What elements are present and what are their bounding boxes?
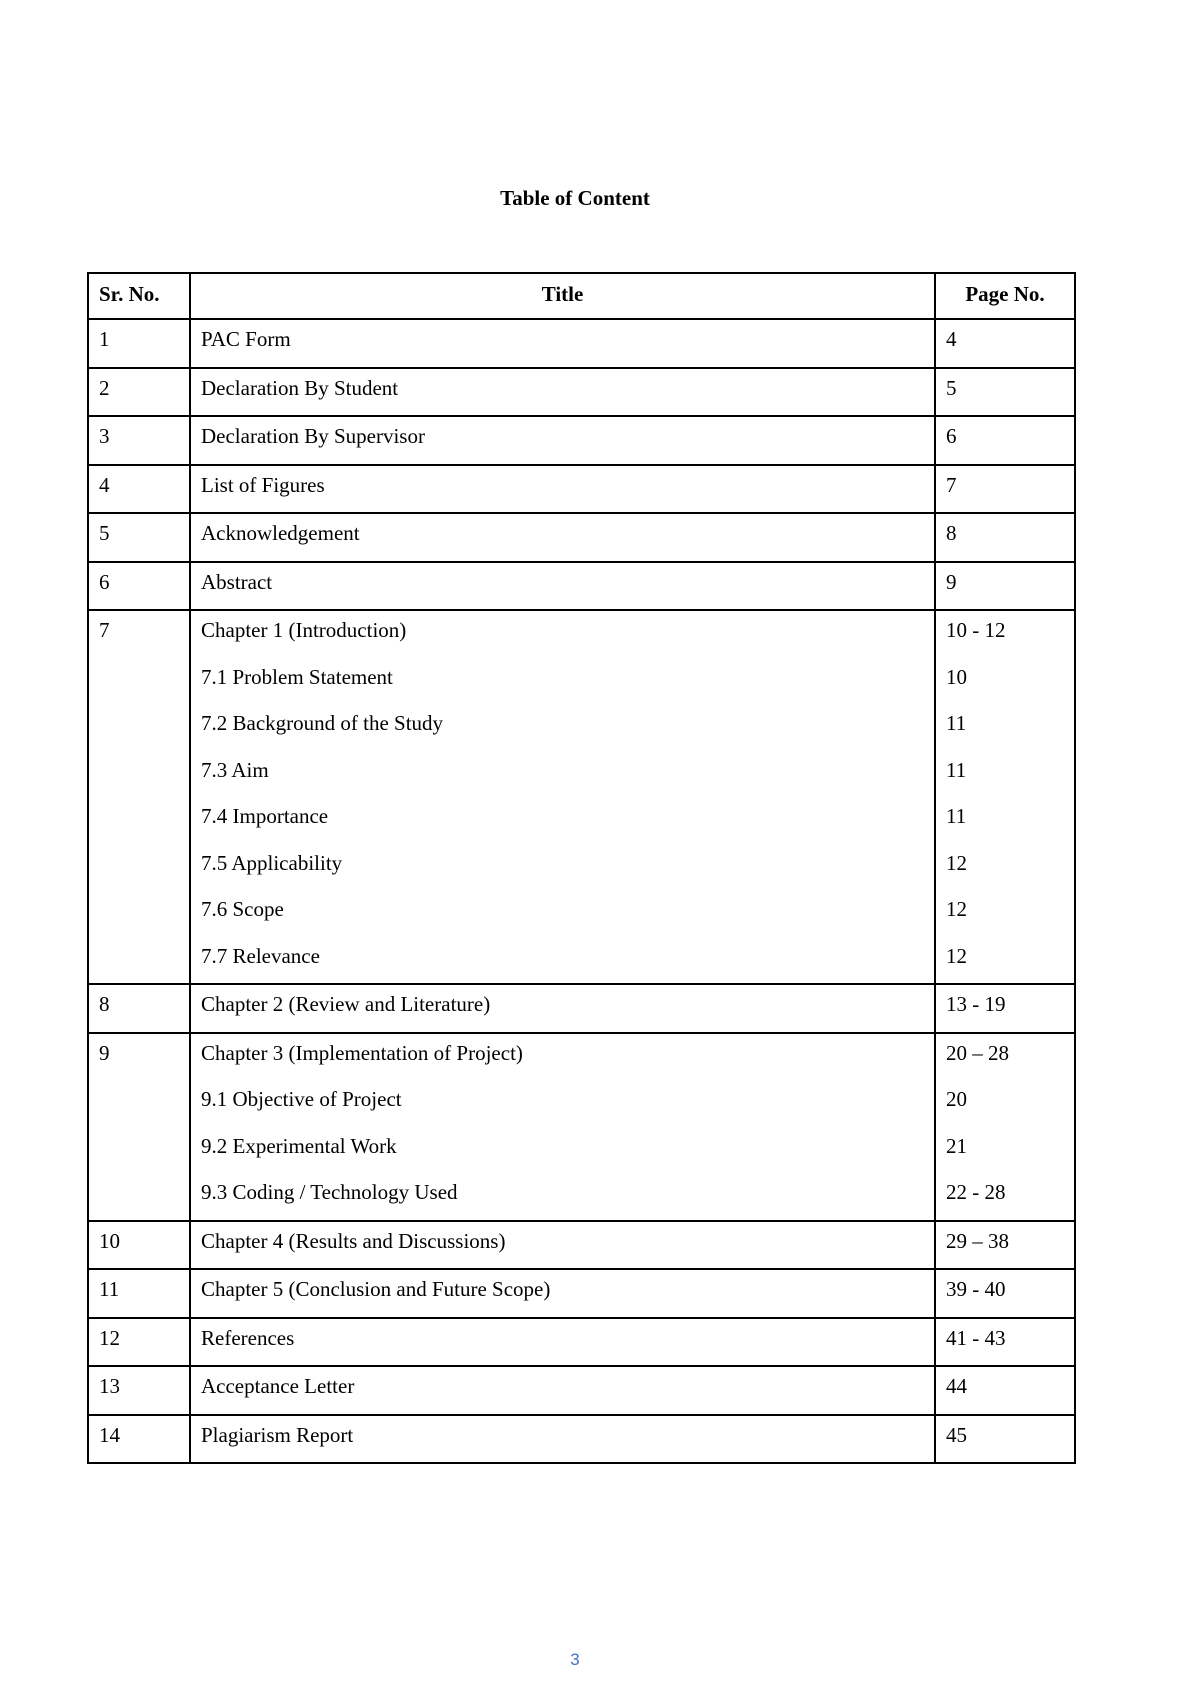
- sr-no: 13: [99, 1374, 120, 1398]
- sr-no: 12: [99, 1325, 120, 1350]
- sr-no-cell: [88, 319, 190, 368]
- sr-no-cell: [88, 1269, 190, 1318]
- entry-title: Acknowledgement: [201, 521, 360, 545]
- header-title: Title: [190, 273, 935, 319]
- page-number: 3: [570, 1650, 580, 1669]
- entry-page: 41 - 43: [946, 1325, 1006, 1350]
- entry-page: 5: [946, 375, 957, 400]
- sr-no: 4: [99, 472, 110, 497]
- title-cell: [190, 513, 935, 562]
- page-no-cell: [935, 562, 1075, 611]
- sr-no-cell: [88, 1221, 190, 1270]
- page-no-cell: [935, 1318, 1075, 1367]
- table-row: [88, 465, 1075, 514]
- entry-title: 9.2 Experimental Work: [201, 1133, 397, 1158]
- title-cell: [190, 1415, 935, 1464]
- sr-no-cell: [88, 513, 190, 562]
- entry-title: Abstract: [201, 569, 273, 594]
- entry-page: 44: [946, 1374, 967, 1398]
- entry-title: References: [201, 1325, 295, 1350]
- sr-no: 11: [99, 1277, 120, 1301]
- entry-title: 7.4 Importance: [201, 804, 329, 828]
- table-row: [88, 1318, 1075, 1367]
- title-cell: [190, 1366, 935, 1415]
- entry-title: 7.3 Aim: [201, 757, 269, 782]
- table-row: [88, 416, 1075, 465]
- entry-title: Chapter 3 (Implementation of Project): [201, 1040, 523, 1065]
- page-no-cell: [935, 984, 1075, 1033]
- entry-page: 6: [946, 424, 957, 448]
- title-cell: [190, 1033, 935, 1221]
- table-row: [88, 1033, 1075, 1221]
- page-no-cell: [935, 1366, 1075, 1415]
- entry-title: 7.1 Problem Statement: [201, 664, 393, 689]
- page-no-cell: [935, 610, 1075, 984]
- entry-page: 11: [946, 711, 967, 735]
- page-no-cell: [935, 465, 1075, 514]
- title-cell: [190, 319, 935, 368]
- title-cell: [190, 465, 935, 514]
- entry-title: Plagiarism Report: [201, 1422, 354, 1447]
- sr-no-cell: [88, 1415, 190, 1464]
- sr-no: 6: [99, 569, 110, 594]
- sr-no: 7: [99, 618, 110, 642]
- entry-page: 11: [946, 757, 967, 782]
- table-row: [88, 984, 1075, 1033]
- sr-no-cell: [88, 1033, 190, 1221]
- entry-title: 7.2 Background of the Study: [201, 711, 444, 735]
- entry-page: 29 – 38: [946, 1228, 1009, 1253]
- page-no-cell: [935, 1415, 1075, 1464]
- entry-title: 7.7 Relevance: [201, 943, 320, 968]
- entry-page: 45: [946, 1422, 967, 1447]
- entry-page: 39 - 40: [946, 1277, 1006, 1301]
- entry-page: 20: [946, 1087, 967, 1111]
- entry-page: 10: [946, 664, 967, 689]
- title-cell: [190, 984, 935, 1033]
- sr-no-cell: [88, 562, 190, 611]
- sr-no-cell: [88, 368, 190, 417]
- table-row: [88, 1366, 1075, 1415]
- entry-title: Declaration By Student: [201, 375, 399, 400]
- sr-no-cell: [88, 984, 190, 1033]
- entry-page: 11: [946, 804, 967, 828]
- title-cell: [190, 610, 935, 984]
- toc-table: [87, 272, 1076, 1464]
- title-cell: [190, 416, 935, 465]
- sr-no-cell: [88, 1318, 190, 1367]
- sr-no: 3: [99, 424, 110, 448]
- entry-page: 10 - 12: [946, 618, 1006, 642]
- page-title: Table of Content: [500, 186, 650, 210]
- entry-title: Acceptance Letter: [201, 1374, 355, 1398]
- title-cell: [190, 368, 935, 417]
- page-no-cell: [935, 1269, 1075, 1318]
- table-row: [88, 1269, 1075, 1318]
- entry-title: 7.6 Scope: [201, 897, 284, 921]
- sr-no: 2: [99, 375, 110, 400]
- entry-page: 20 – 28: [946, 1040, 1009, 1065]
- table-header-row: [88, 273, 1075, 319]
- entry-page: 9: [946, 569, 957, 594]
- sr-no: 5: [99, 521, 110, 545]
- entry-page: 7: [946, 472, 957, 497]
- page-no-cell: [935, 1221, 1075, 1270]
- header-sr-no: Sr. No.: [88, 273, 190, 319]
- page-no-cell: [935, 1033, 1075, 1221]
- entry-title: PAC Form: [201, 327, 291, 351]
- entry-title: 7.5 Applicability: [201, 850, 343, 875]
- entry-page: 13 - 19: [946, 992, 1006, 1016]
- table-row: [88, 1415, 1075, 1464]
- page-no-cell: [935, 416, 1075, 465]
- sr-no: 9: [99, 1040, 110, 1065]
- entry-title: Chapter 4 (Results and Discussions): [201, 1228, 506, 1253]
- sr-no: 1: [99, 327, 110, 351]
- table-row: [88, 513, 1075, 562]
- header-page-no: Page No.: [935, 273, 1075, 319]
- title-cell: [190, 562, 935, 611]
- title-cell: [190, 1269, 935, 1318]
- sr-no-cell: [88, 610, 190, 984]
- entry-title: 9.3 Coding / Technology Used: [201, 1180, 458, 1204]
- title-cell: [190, 1318, 935, 1367]
- sr-no: 8: [99, 992, 110, 1016]
- sr-no-cell: [88, 465, 190, 514]
- entry-page: 21: [946, 1133, 967, 1158]
- table-row: [88, 319, 1075, 368]
- sr-no-cell: [88, 416, 190, 465]
- entry-page: 4: [946, 327, 957, 351]
- entry-title: List of Figures: [201, 472, 325, 497]
- sr-no: 14: [99, 1422, 120, 1447]
- page-no-cell: [935, 513, 1075, 562]
- table-row: [88, 610, 1075, 984]
- table-row: [88, 368, 1075, 417]
- entry-title: Chapter 1 (Introduction): [201, 618, 407, 642]
- sr-no: 10: [99, 1228, 120, 1253]
- page-no-cell: [935, 368, 1075, 417]
- table-row: [88, 1221, 1075, 1270]
- sr-no-cell: [88, 1366, 190, 1415]
- entry-page: 22 - 28: [946, 1180, 1006, 1204]
- entry-page: 12: [946, 850, 967, 875]
- table-row: [88, 562, 1075, 611]
- title-cell: [190, 1221, 935, 1270]
- entry-page: 12: [946, 943, 967, 968]
- entry-page: 8: [946, 521, 957, 545]
- entry-page: 12: [946, 897, 967, 921]
- entry-title: 9.1 Objective of Project: [201, 1087, 402, 1111]
- page-no-cell: [935, 319, 1075, 368]
- entry-title: Declaration By Supervisor: [201, 424, 425, 448]
- entry-title: Chapter 5 (Conclusion and Future Scope): [201, 1277, 551, 1301]
- entry-title: Chapter 2 (Review and Literature): [201, 992, 491, 1016]
